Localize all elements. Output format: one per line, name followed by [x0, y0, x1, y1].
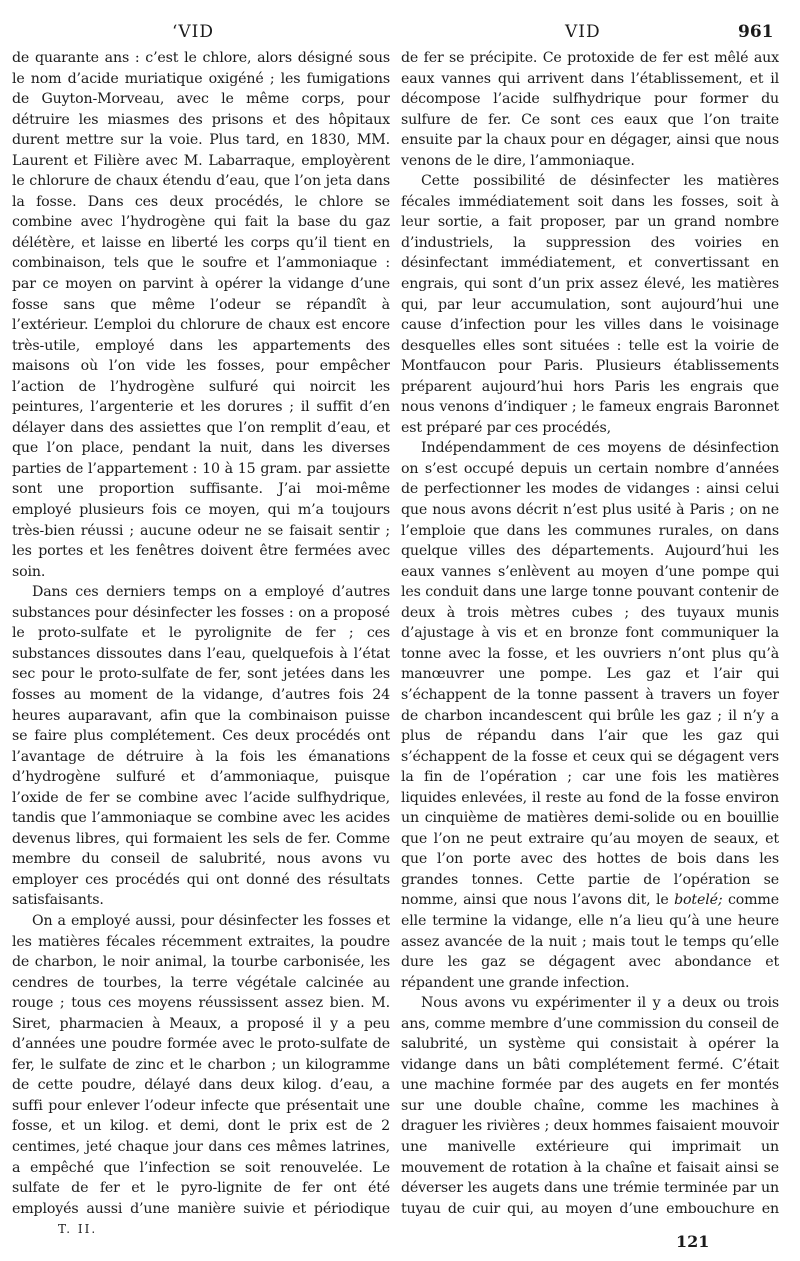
paragraph: Nous avons vu expérimenter il y a deux ou trois ans, comme membre d’une commission du conseil de salubrité, un système qui consistait à opérer la vidange dans un bâti complétement fermé. C’était une machine formée par des augets en fer montés sur une double chaîne, comme les machines à draguer les rivières ; deux hommes faisaient mouvoir une manivelle extérieure qui imprimait un mouvement de rotation à la chaîne et faisait ainsi se déverser les augets dans une trémie terminée par un tuyau de cuir qui, au moyen d’une embouchure en — [401, 995, 779, 1216]
sheet-signature: 121 — [676, 1232, 710, 1251]
paragraph: de quarante ans : c’est le chlore, alors désigné sous le nom d’acide muriatique oxigéné ; les fumigations de Guyton-Morveau, avec le même corps, pour détruire les miasmes des prisons et des hôpitaux durent mettre sur la voie. Plus tard, en 1830, MM. Laurent et Filière avec M. Labarraque, employèrent le chlorure de chaux étendu d’eau, que l’on jeta dans la fosse. Dans ces deux procédés, le chlore se combine avec l’hydrogène qui fait la base du gaz délétère, et laisse en liberté les corps qu’il tient en combinaison, tels que le soufre et l’ammoniaque : par ce moyen on parvint à opérer la vidange d’une fosse sans que même l’odeur se répandît à l’extérieur. L’emploi du chlorure de chaux est encore très-utile, employé dans les appartements des maisons où l’on vide les fosses, pour empêcher l’action de l’hydrogène sulfuré qui noircit les peintures, l’argenterie et les dorures ; il suffit d’en délayer dans des assiettes que l’on remplit d’eau, et que l’on place, pendant la nuit, dans les diverses parties de l’appartement : 10 à 15 gram. par assiette sont une proportion suffisante. J’ai moi-même employé plusieurs fois ce moyen, qui m’a toujours très-bien réussi ; aucune odeur ne se faisait sentir ; les portes et les fenêtres doivent être fermées avec soin. — [12, 50, 390, 580]
page-header — [0, 12, 800, 42]
paragraph: Dans ces derniers temps on a employé d’autres substances pour désinfecter les fosses : on a proposé le proto-sulfate et le pyrolignite de fer ; ces substances dissoutes dans l’eau, quelquefois à l’état sec pour le proto-sulfate de fer, sont jetées dans les fosses au moment de la vidange, d’autres fois 24 heures auparavant, afin que la combinaison puisse se faire plus complétement. Ces deux procédés ont l’avantage de détruire à la fois les émanations d’hydrogène sulfuré et d’ammoniaque, puisque l’oxide de fer se combine avec l’acide sulfhydrique, tandis que l’ammoniaque se combine avec les acides devenus libres, qui formaient les sels de fer. Comme membre du conseil de salubrité, nous avons vu employer ces procédés qui ont donné des résultats satisfaisants. — [12, 584, 390, 909]
running-head-center: VID — [565, 22, 601, 42]
paragraph: de fer se précipite. Ce protoxide de fer est mêlé aux eaux vannes qui arrivent dans l’établissement, et il décompose l’acide sulfhydrique pour former du sulfure de fer. Ce sont ces eaux que l’on traite ensuite par la chaux pour en dégager, ainsi que nous venons de le dire, l’ammoniaque. — [401, 50, 779, 169]
volume-signature: T. II. — [58, 1222, 98, 1236]
paragraph-text-after: comme elle termine la vidange, elle n’a lieu qu’à une heure assez avancée de la nuit ; mais tout le temps qu’elle dure les gaz se dégagent avec abondance et répandent une grande infection. — [401, 892, 779, 991]
right-column — [401, 48, 779, 1216]
page-number: 961 — [738, 22, 774, 42]
paragraph: Cette possibilité de désinfecter les matières fécales immédiatement soit dans les fosses, soit à leur sortie, a fait proposer, par un grand nombre d’industriels, la suppression des voiries en désinfectant immédiatement, et convertissant en engrais, qui sont d’un prix assez élevé, les matières qui, par leur accumulation, sont aujourd’hui une cause d’infection pour les villes dans le voisinage desquelles elles sont situées : telle est la voirie de Montfaucon pour Paris. Plusieurs établissements préparent aujourd’hui hors Paris les engrais que nous venons d’indiquer ; le fameux engrais Baronnet est préparé par ces procédés, — [401, 173, 779, 436]
paragraph-text: Indépendamment de ces moyens de désinfection on s’est occupé depuis un certain nombre d’années de perfectionner les modes de vidanges : ainsi celui que nous avons décrit n’est plus usité à Paris ; on ne l’emploie que dans les communes rurales, on dans quelque villes des départements. Aujourd’hui les eaux vannes s’enlèvent au moyen d’une pompe qui les conduit dans une large tonne pouvant contenir de deux à trois mètres cubes ; des tuyaux munis d’ajustage à vis et en bronze font communiquer la tonne avec la fosse, et les ouvriers n’ont plus qu’à manœuvrer une pompe. Les gaz et l’air qui s’échappent de la tonne passent à travers un foyer de charbon incandescent qui brûle les gaz ; il n’y a plus de répandu dans l’air que les gaz qui s’échappent de la fosse et ceux qui se dégagent vers la fin de l’opération ; car une fois les matières liquides enlevées, il reste au fond de la fosse environ un cinquième de matières demi-solide ou en bouillie que l’on ne peut extraire qu’au moyen de seaux, et que l’on porte avec des hottes de bois dans les grandes tonnes. Cette partie de l’opération se nomme, ainsi que nous l’avons dit, le — [401, 440, 779, 909]
paragraph — [401, 438, 779, 993]
italic-term: botelé; — [674, 892, 723, 909]
running-head-left: ‘VID — [172, 22, 215, 42]
paragraph: On a employé aussi, pour désinfecter les fosses et les matières fécales récemment extraites, la poudre de charbon, le noir animal, la tourbe carbonisée, les cendres de tourbes, la terre végétale calcinée au rouge ; tous ces moyens réussissent assez bien. M. Siret, pharmacien à Meaux, a proposé il y a peu d’années une poudre formée avec le proto-sulfate de fer, le sulfate de zinc et le charbon ; un kilogramme de cette poudre, délayé dans deux kilog. d’eau, a suffi pour enlever l’odeur infecte que présentait une fosse, et un kilog. et demi, dont le prix est de 2 centimes, jeté chaque jour dans ces mêmes latrines, a empêché que l’infection se soit renouvelée. Le sulfate de fer et le pyro-lignite de fer ont été employés aussi d’une manière suivie et périodique — [12, 912, 390, 1216]
left-column — [12, 48, 390, 1216]
